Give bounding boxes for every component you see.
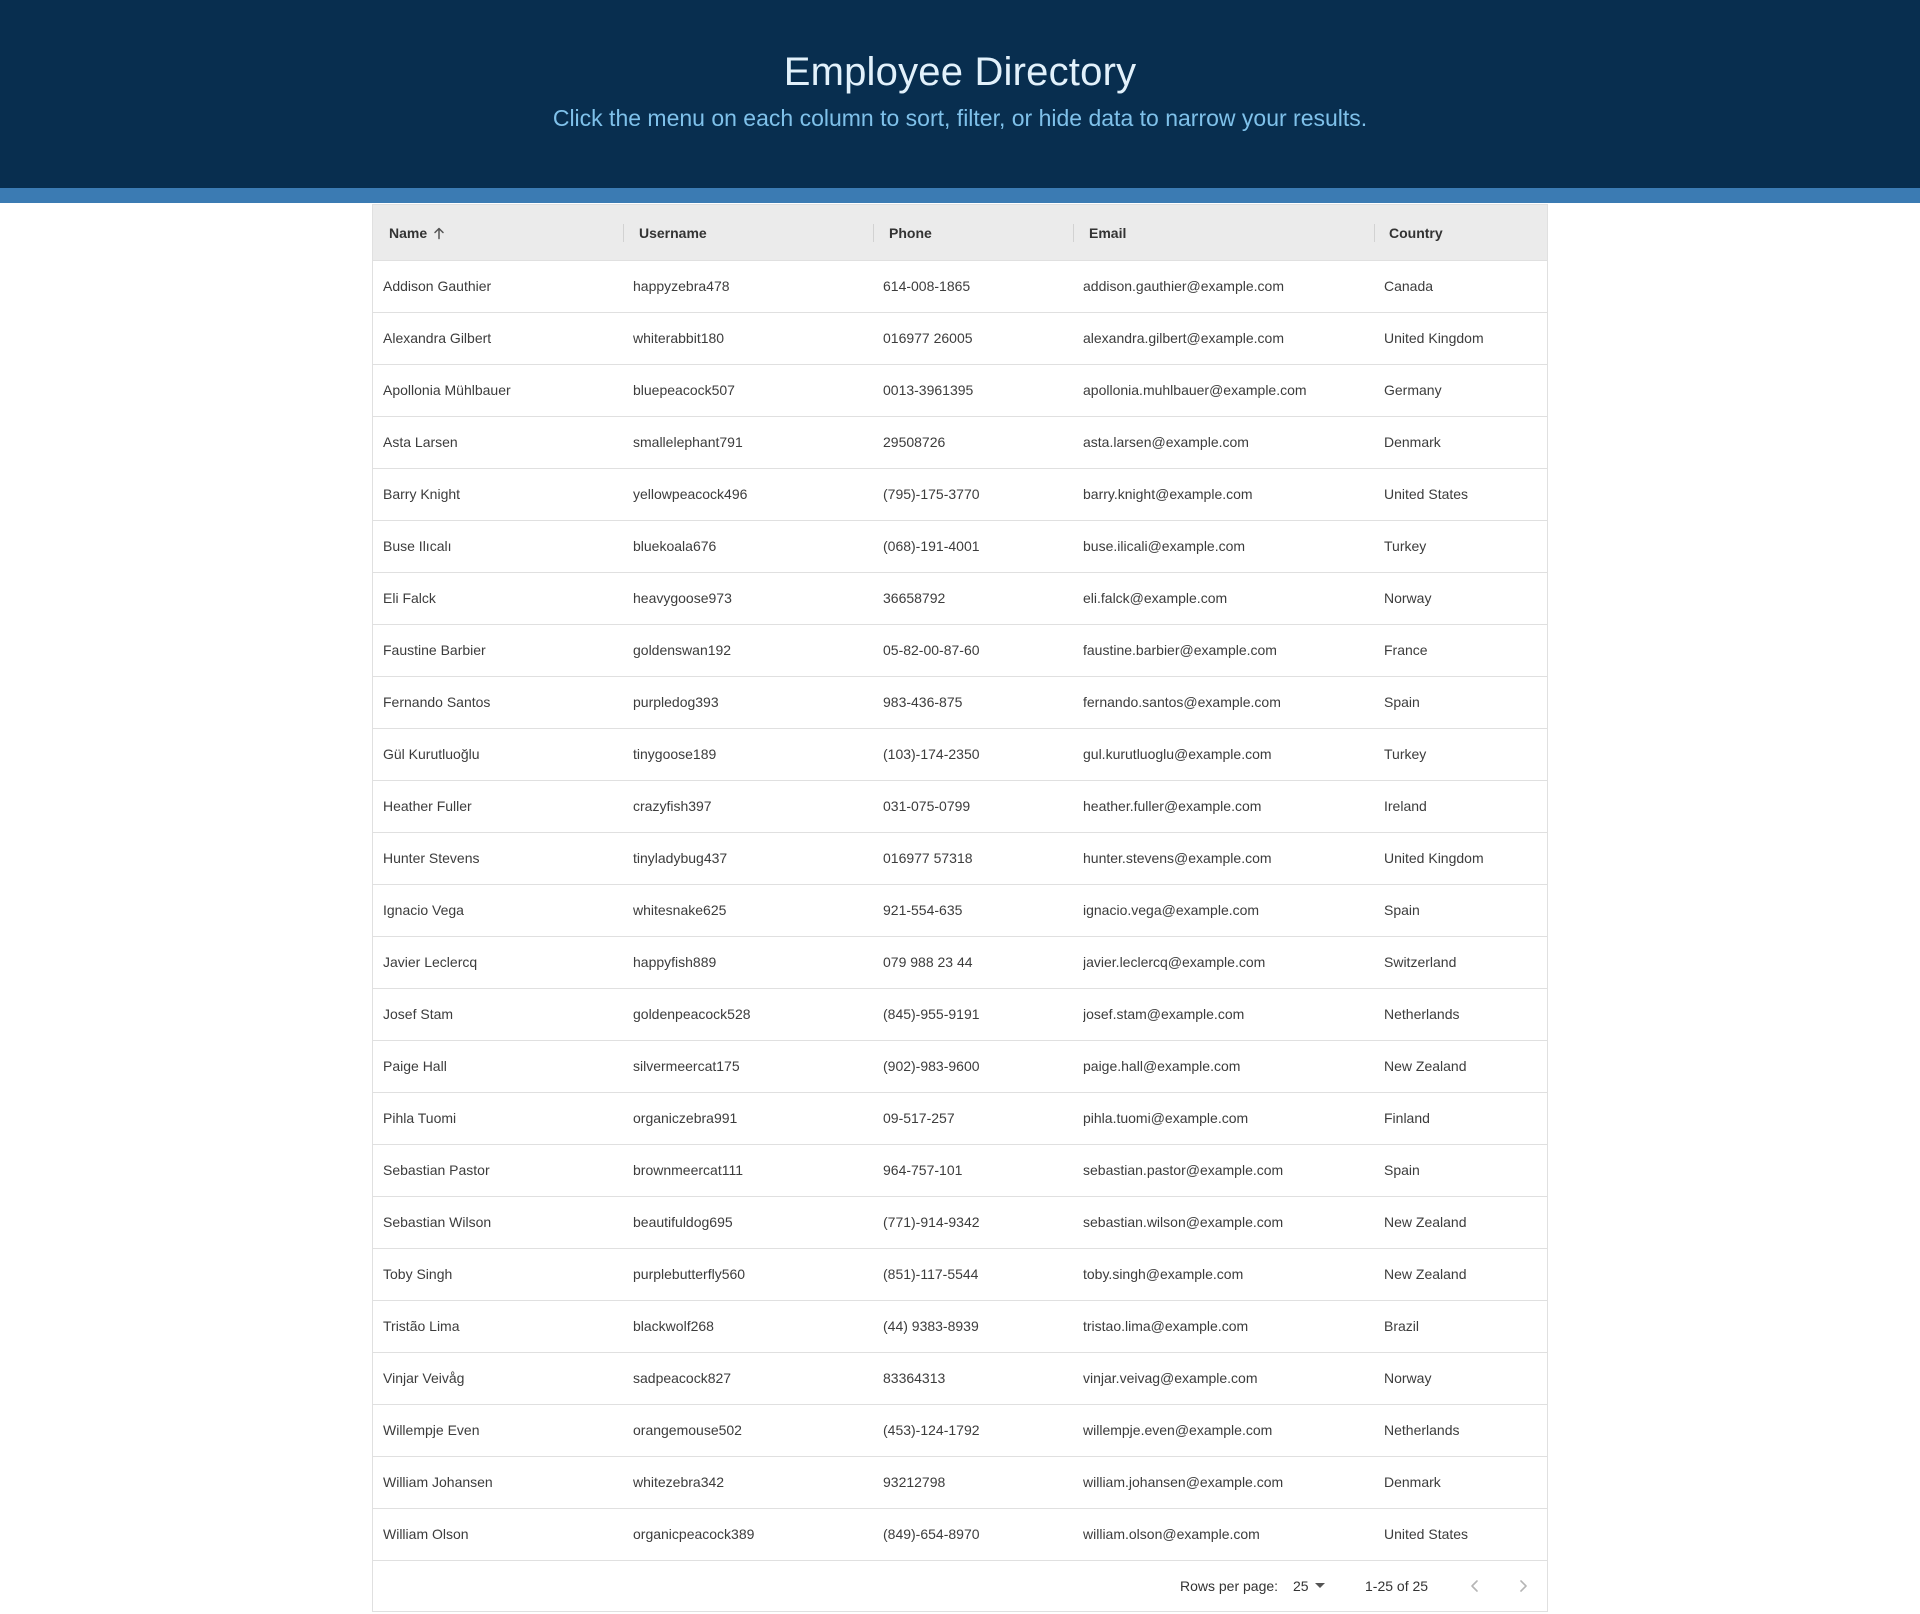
grid-column-headers: [373, 205, 1547, 261]
table-row[interactable]: [373, 1353, 1547, 1405]
cell-email: fernando.santos@example.com: [1083, 694, 1281, 710]
cell-name: Addison Gauthier: [383, 278, 492, 294]
cell-phone: 983-436-875: [883, 694, 963, 710]
column-header-phone[interactable]: [889, 205, 932, 260]
cell-country: Ireland: [1384, 798, 1427, 814]
cell-phone: (771)-914-9342: [883, 1214, 980, 1230]
column-header-label: Country: [1389, 224, 1443, 241]
table-row[interactable]: [373, 1405, 1547, 1457]
cell-country: New Zealand: [1384, 1214, 1467, 1230]
table-row[interactable]: [373, 1093, 1547, 1145]
cell-email: pihla.tuomi@example.com: [1083, 1110, 1249, 1126]
table-row[interactable]: [373, 1457, 1547, 1509]
cell-email: sebastian.wilson@example.com: [1083, 1214, 1284, 1230]
cell-phone: 079 988 23 44: [883, 954, 973, 970]
cell-username: tinyladybug437: [633, 850, 728, 866]
cell-email: ignacio.vega@example.com: [1083, 902, 1260, 918]
table-row[interactable]: [373, 573, 1547, 625]
table-row[interactable]: [373, 313, 1547, 365]
cell-email: addison.gauthier@example.com: [1083, 278, 1284, 294]
cell-username: blackwolf268: [633, 1318, 714, 1334]
cell-email: javier.leclercq@example.com: [1083, 954, 1266, 970]
cell-username: happyzebra478: [633, 278, 730, 294]
cell-email: sebastian.pastor@example.com: [1083, 1162, 1284, 1178]
rows-per-page-label: Rows per page:: [1180, 1578, 1279, 1594]
cell-country: Denmark: [1384, 1474, 1441, 1490]
cell-email: toby.singh@example.com: [1083, 1266, 1244, 1282]
cell-country: Netherlands: [1384, 1006, 1460, 1022]
cell-name: Faustine Barbier: [383, 642, 486, 658]
header-accent-bar: [0, 188, 1920, 203]
cell-name: Javier Leclercq: [383, 954, 478, 970]
cell-name: Paige Hall: [383, 1058, 447, 1074]
cell-username: purplebutterfly560: [633, 1266, 746, 1282]
cell-country: Netherlands: [1384, 1422, 1460, 1438]
cell-email: william.olson@example.com: [1083, 1526, 1260, 1542]
column-header-name[interactable]: [389, 205, 446, 260]
cell-name: Pihla Tuomi: [383, 1110, 457, 1126]
cell-username: heavygoose973: [633, 590, 732, 606]
cell-email: gul.kurutluoglu@example.com: [1083, 746, 1272, 762]
table-row[interactable]: [373, 1041, 1547, 1093]
chevron-right-icon: [1516, 1579, 1530, 1593]
table-row[interactable]: [373, 1249, 1547, 1301]
cell-username: happyfish889: [633, 954, 717, 970]
cell-phone: 016977 26005: [883, 330, 973, 346]
table-row[interactable]: [373, 417, 1547, 469]
page-subtitle: Click the menu on each column to sort, filter, or hide data to narrow your results.: [552, 105, 1368, 131]
cell-country: France: [1384, 642, 1428, 658]
cell-country: Finland: [1384, 1110, 1430, 1126]
cell-phone: 0013-3961395: [883, 382, 974, 398]
cell-email: tristao.lima@example.com: [1083, 1318, 1249, 1334]
cell-phone: 016977 57318: [883, 850, 973, 866]
cell-phone: 09-517-257: [883, 1110, 955, 1126]
cell-email: paige.hall@example.com: [1083, 1058, 1241, 1074]
cell-country: Germany: [1384, 382, 1442, 398]
cell-username: goldenswan192: [633, 642, 732, 658]
cell-phone: (851)-117-5544: [883, 1266, 979, 1282]
table-row[interactable]: [373, 521, 1547, 573]
cell-username: sadpeacock827: [633, 1370, 732, 1386]
table-row[interactable]: [373, 937, 1547, 989]
previous-page-button[interactable]: [1461, 1572, 1489, 1600]
cell-email: asta.larsen@example.com: [1083, 434, 1249, 450]
cell-phone: 29508726: [883, 434, 946, 450]
cell-country: Spain: [1384, 1162, 1420, 1178]
cell-username: yellowpeacock496: [633, 486, 748, 502]
cell-name: Heather Fuller: [383, 798, 472, 814]
cell-email: vinjar.veivag@example.com: [1083, 1370, 1258, 1386]
cell-country: Spain: [1384, 902, 1420, 918]
column-header-label: Phone: [889, 224, 932, 241]
cell-country: United States: [1384, 1526, 1469, 1542]
cell-phone: (902)-983-9600: [883, 1058, 980, 1074]
table-row[interactable]: [373, 781, 1547, 833]
table-row[interactable]: [373, 729, 1547, 781]
table-row[interactable]: [373, 833, 1547, 885]
cell-username: silvermeercat175: [633, 1058, 740, 1074]
table-row[interactable]: [373, 469, 1547, 521]
column-header-country[interactable]: [1389, 205, 1443, 260]
cell-username: goldenpeacock528: [633, 1006, 751, 1022]
cell-username: smallelephant791: [633, 434, 743, 450]
cell-username: brownmeercat111: [633, 1162, 743, 1178]
cell-name: Willempje Even: [383, 1422, 480, 1438]
table-row[interactable]: [373, 885, 1547, 937]
cell-country: Denmark: [1384, 434, 1441, 450]
cell-country: New Zealand: [1384, 1058, 1467, 1074]
page-header: [0, 0, 1920, 188]
cell-phone: 93212798: [883, 1474, 946, 1490]
cell-name: William Johansen: [383, 1474, 493, 1490]
column-header-label: Email: [1089, 224, 1127, 241]
chevron-left-icon: [1468, 1579, 1482, 1593]
cell-name: Ignacio Vega: [383, 902, 464, 918]
table-row[interactable]: [373, 989, 1547, 1041]
cell-email: willempje.even@example.com: [1083, 1422, 1273, 1438]
caret-down-icon: [1315, 1583, 1325, 1589]
table-row[interactable]: [373, 1197, 1547, 1249]
cell-name: Josef Stam: [383, 1006, 454, 1022]
column-separator[interactable]: [873, 224, 874, 242]
column-separator[interactable]: [1073, 224, 1074, 242]
cell-username: whitezebra342: [633, 1474, 725, 1490]
table-row[interactable]: [373, 625, 1547, 677]
cell-name: Asta Larsen: [383, 434, 458, 450]
pagination-range-label: 1-25 of 25: [1365, 1578, 1429, 1594]
cell-email: hunter.stevens@example.com: [1083, 850, 1272, 866]
table-row[interactable]: [373, 1301, 1547, 1353]
cell-email: william.johansen@example.com: [1083, 1474, 1284, 1490]
cell-username: orangemouse502: [633, 1422, 742, 1438]
cell-email: heather.fuller@example.com: [1083, 798, 1262, 814]
column-header-label: Username: [639, 224, 707, 241]
cell-phone: 83364313: [883, 1370, 946, 1386]
cell-username: bluekoala676: [633, 538, 717, 554]
cell-email: buse.ilicali@example.com: [1083, 538, 1246, 554]
cell-country: United Kingdom: [1384, 330, 1484, 346]
rows-per-page-select[interactable]: [1293, 1574, 1325, 1598]
cell-phone: 36658792: [883, 590, 946, 606]
cell-name: Vinjar Veivåg: [383, 1370, 465, 1386]
cell-country: Norway: [1384, 590, 1432, 606]
cell-country: Spain: [1384, 694, 1420, 710]
cell-phone: (103)-174-2350: [883, 746, 980, 762]
rows-per-page-value: 25: [1293, 1578, 1309, 1594]
cell-phone: (068)-191-4001: [883, 538, 980, 554]
column-header-email[interactable]: [1089, 205, 1126, 260]
cell-name: Eli Falck: [383, 590, 436, 606]
cell-name: William Olson: [383, 1526, 469, 1542]
cell-name: Toby Singh: [383, 1266, 453, 1282]
cell-country: Turkey: [1384, 746, 1427, 762]
page-title: Employee Directory: [783, 50, 1137, 94]
cell-phone: 05-82-00-87-60: [883, 642, 980, 658]
cell-username: whiterabbit180: [633, 330, 725, 346]
employee-data-grid: [372, 204, 1548, 1612]
cell-email: alexandra.gilbert@example.com: [1083, 330, 1284, 346]
sort-ascending-icon[interactable]: [432, 226, 446, 240]
cell-email: josef.stam@example.com: [1083, 1006, 1245, 1022]
cell-name: Buse Ilıcalı: [383, 538, 452, 554]
column-separator[interactable]: [623, 224, 624, 242]
cell-username: whitesnake625: [633, 902, 727, 918]
cell-country: Norway: [1384, 1370, 1432, 1386]
table-row[interactable]: [373, 365, 1547, 417]
cell-name: Fernando Santos: [383, 694, 491, 710]
cell-name: Tristão Lima: [383, 1318, 460, 1334]
cell-phone: 614-008-1865: [883, 278, 971, 294]
cell-phone: 964-757-101: [883, 1162, 963, 1178]
cell-email: faustine.barbier@example.com: [1083, 642, 1277, 658]
cell-phone: (849)-654-8970: [883, 1526, 980, 1542]
cell-email: barry.knight@example.com: [1083, 486, 1253, 502]
cell-name: Hunter Stevens: [383, 850, 480, 866]
next-page-button[interactable]: [1509, 1572, 1537, 1600]
cell-country: United Kingdom: [1384, 850, 1484, 866]
cell-country: Switzerland: [1384, 954, 1457, 970]
cell-country: Turkey: [1384, 538, 1427, 554]
column-header-label: Name: [389, 224, 428, 241]
table-row[interactable]: [373, 261, 1547, 313]
table-row[interactable]: [373, 677, 1547, 729]
grid-pagination-footer: [373, 1561, 1547, 1611]
cell-email: eli.falck@example.com: [1083, 590, 1228, 606]
cell-phone: (845)-955-9191: [883, 1006, 980, 1022]
cell-country: United States: [1384, 486, 1469, 502]
cell-name: Barry Knight: [383, 486, 461, 502]
cell-name: Sebastian Wilson: [383, 1214, 492, 1230]
cell-country: New Zealand: [1384, 1266, 1467, 1282]
cell-phone: 031-075-0799: [883, 798, 971, 814]
table-row[interactable]: [373, 1145, 1547, 1197]
cell-phone: 921-554-635: [883, 902, 963, 918]
column-separator[interactable]: [1374, 224, 1375, 242]
cell-email: apollonia.muhlbauer@example.com: [1083, 382, 1307, 398]
column-header-username[interactable]: [639, 205, 707, 260]
cell-phone: (44) 9383-8939: [883, 1318, 979, 1334]
cell-username: organiczebra991: [633, 1110, 738, 1126]
cell-phone: (453)-124-1792: [883, 1422, 980, 1438]
table-row[interactable]: [373, 1509, 1547, 1561]
cell-username: beautifuldog695: [633, 1214, 733, 1230]
cell-phone: (795)-175-3770: [883, 486, 980, 502]
cell-username: purpledog393: [633, 694, 719, 710]
cell-username: bluepeacock507: [633, 382, 735, 398]
cell-name: Apollonia Mühlbauer: [383, 382, 511, 398]
cell-name: Alexandra Gilbert: [383, 330, 492, 346]
cell-username: crazyfish397: [633, 798, 712, 814]
cell-name: Sebastian Pastor: [383, 1162, 490, 1178]
cell-country: Brazil: [1384, 1318, 1420, 1334]
cell-name: Gül Kurutluoğlu: [383, 746, 480, 762]
cell-username: organicpeacock389: [633, 1526, 755, 1542]
cell-username: tinygoose189: [633, 746, 717, 762]
cell-country: Canada: [1384, 278, 1434, 294]
